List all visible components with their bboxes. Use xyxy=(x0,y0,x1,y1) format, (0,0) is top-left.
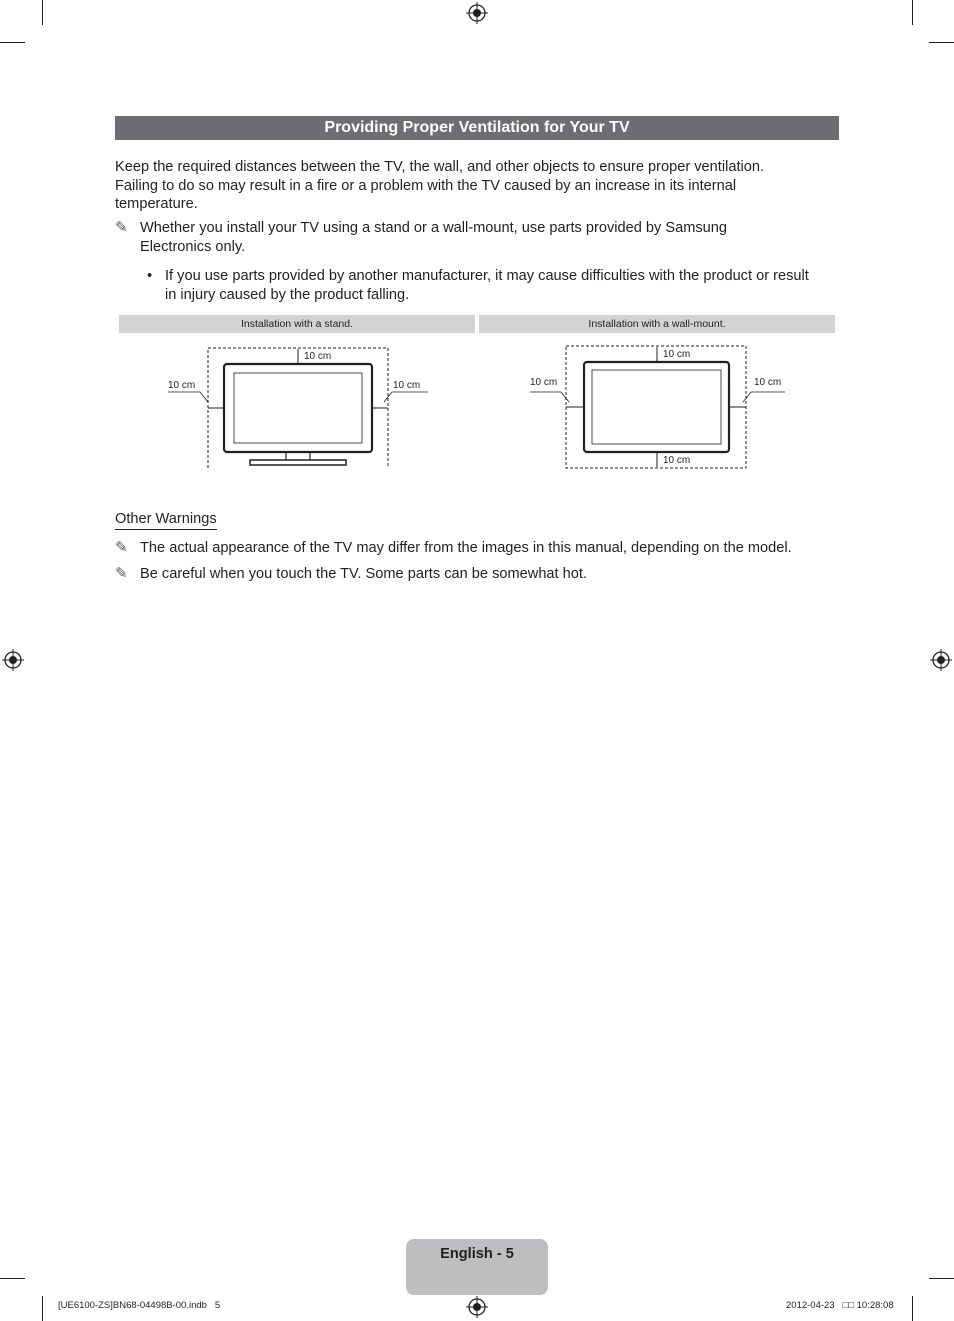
warning-note: Be careful when you touch the TV. Some parts can be somewhat hot. xyxy=(140,566,587,582)
crop-mark xyxy=(929,42,954,43)
date-slug: 2012-04-23 □□ 10:28:08 xyxy=(786,1300,894,1311)
note-line: Whether you install your TV using a stand or a wall-mount, use parts provided by Samsung xyxy=(140,220,728,236)
stand-top-clearance: 10 cm xyxy=(304,351,332,362)
registration-mark-icon xyxy=(2,649,24,671)
page-number: English - 5 xyxy=(440,1246,514,1262)
stand-diagram-label: Installation with a stand. xyxy=(119,315,475,333)
registration-mark-icon xyxy=(466,2,488,24)
crop-mark xyxy=(42,0,43,25)
crop-mark xyxy=(912,1296,913,1321)
bullet-dot-icon: • xyxy=(147,268,153,284)
intro-line: Keep the required distances between the TV, the wall, and other objects to ensure proper ventilation. xyxy=(115,159,765,175)
other-warnings-heading: Other Warnings xyxy=(115,510,217,530)
crop-mark xyxy=(929,1278,954,1279)
file-slug: [UE6100-ZS]BN68-04498B-00.indb 5 xyxy=(58,1300,221,1311)
section-title: Providing Proper Ventilation for Your TV xyxy=(115,116,839,140)
wall-mount-installation-diagram xyxy=(525,340,795,475)
stand-installation-diagram xyxy=(160,340,440,470)
note-pencil-icon: ✎ xyxy=(115,219,128,236)
wall-diagram-label: Installation with a wall-mount. xyxy=(479,315,835,333)
intro-line: Failing to do so may result in a fire or a problem with the TV caused by an increase in its internal xyxy=(115,178,737,194)
warning-note: The actual appearance of the TV may differ from the images in this manual, depending on the model. xyxy=(140,540,792,556)
crop-mark xyxy=(0,1278,25,1279)
wall-bottom-clearance: 10 cm xyxy=(663,455,691,466)
crop-mark xyxy=(42,1296,43,1321)
stand-right-clearance: 10 cm xyxy=(393,380,421,391)
stand-left-clearance: 10 cm xyxy=(168,380,196,391)
registration-mark-icon xyxy=(930,649,952,671)
crop-mark xyxy=(912,0,913,25)
crop-mark xyxy=(0,42,25,43)
wall-right-clearance: 10 cm xyxy=(754,377,782,388)
registration-mark-icon xyxy=(466,1296,488,1318)
intro-line: temperature. xyxy=(115,196,198,212)
bullet-line: If you use parts provided by another manufacturer, it may cause difficulties with the product or result xyxy=(165,268,809,284)
wall-left-clearance: 10 cm xyxy=(530,377,558,388)
bullet-line: in injury caused by the product falling. xyxy=(165,287,410,303)
note-line: Electronics only. xyxy=(140,239,246,255)
wall-top-clearance: 10 cm xyxy=(663,349,691,360)
note-pencil-icon: ✎ xyxy=(115,565,128,582)
note-pencil-icon: ✎ xyxy=(115,539,128,556)
